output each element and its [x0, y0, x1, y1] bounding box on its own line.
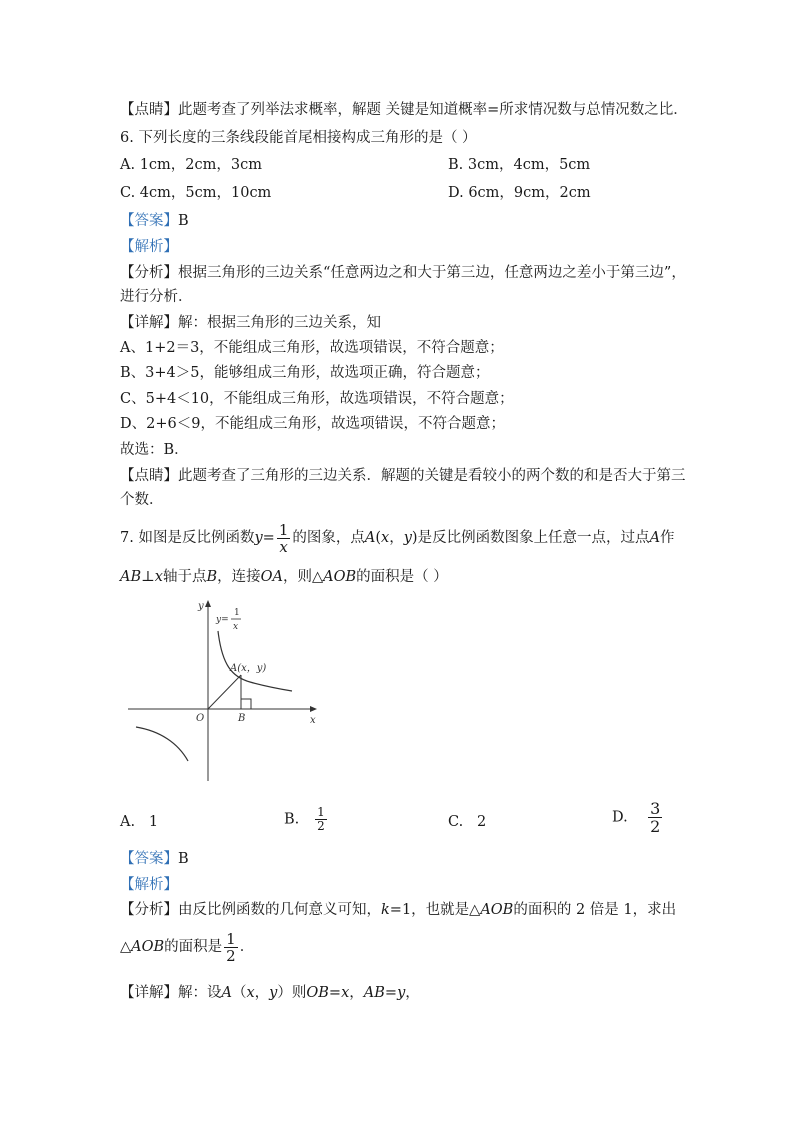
func-label-y: y=	[216, 615, 229, 625]
q7-option-d	[612, 800, 664, 835]
xiangjie-7-y: y	[269, 985, 278, 1001]
answer-value: B	[178, 213, 189, 229]
q6-option-b: B. 3cm，4cm，5cm	[448, 157, 591, 173]
answer-7-value: B	[178, 851, 189, 867]
xiangjie-7-a: 解：设	[178, 985, 222, 1001]
solution-c: C、5+4＜10，不能组成三角形，故选项错误，不符合题意；	[120, 391, 514, 407]
fenxi-7-line2	[120, 930, 254, 964]
fenxi-7-2a: △	[120, 939, 132, 955]
fenxi-7-line1	[120, 900, 676, 920]
xiangjie-7-A: A	[221, 985, 232, 1001]
fenxi-7-frac	[224, 931, 238, 964]
q7-opt-b-den: 2	[317, 819, 325, 833]
point-b-label: B	[238, 713, 246, 724]
solution-d: D、2+6＜9，不能组成三角形，故选项错误，不符合题意；	[120, 416, 505, 432]
fenxi-7-a: 由反比例函数的几何意义可知，	[178, 902, 381, 918]
dianjing-text: 此题考查了列举法求概率，解题 关键是知道概率=所求情况数与总情况数之比．	[178, 102, 688, 118]
q7-frac-num: 1	[278, 520, 289, 539]
xiangjie-tag: 【详解】	[120, 315, 178, 331]
xiangjie-7-AB: AB	[363, 985, 385, 1001]
q7-opt-c-value: 2	[477, 814, 487, 830]
xiangjie-7-tag: 【详解】	[120, 985, 178, 1001]
xiangjie-7-d: ）则	[277, 985, 307, 1001]
question-7-line1	[120, 521, 675, 555]
q7-fraction	[277, 522, 291, 555]
fenxi-7-c: 的面积的 2 倍是 1，求出	[513, 902, 677, 918]
x-axis-arrow	[310, 706, 317, 712]
func-label-den: x	[233, 622, 239, 632]
point-a-label: A(x，y)	[230, 663, 267, 674]
xiangjie-7	[120, 983, 420, 1003]
fenxi-7-2aob: AOB	[131, 939, 165, 955]
xiangjie-7-c: ，	[254, 985, 270, 1001]
q7-opt-d-den: 2	[650, 817, 661, 836]
fenxi-6-line1	[120, 263, 686, 283]
q7-perp: ⊥	[141, 569, 155, 585]
q7-opt-d-label: D.	[612, 809, 628, 826]
q7-text-d: )是反比例函数图象上任意一点，过点	[411, 530, 650, 546]
q7-text-b: 的图象，点	[292, 530, 365, 546]
x-axis-label: x	[310, 715, 316, 726]
q7-text-axis: 轴于点	[162, 569, 207, 585]
q7-text-area: 的面积是（ ）	[356, 569, 448, 585]
q6-option-d: D. 6cm，9cm，2cm	[448, 185, 591, 201]
analysis-7-tag: 【解析】	[120, 877, 178, 893]
xiangjie-7-x: x	[246, 985, 255, 1001]
origin-label: O	[196, 713, 205, 724]
fenxi-7-k: k	[381, 902, 390, 918]
question-6: 6. 下列长度的三条线段能首尾相接构成三角形的是（ ）	[120, 130, 477, 146]
q7-var-y2: y	[403, 530, 412, 546]
xiangjie-7-h: ，	[405, 985, 420, 1001]
answer-tag: 【答案】	[120, 213, 178, 229]
dianjing-prev	[120, 100, 688, 120]
q7-var-x: x	[381, 530, 390, 546]
q7-opt-d-frac	[648, 800, 662, 835]
function-figure	[120, 595, 330, 790]
hyperbola-branch-negative	[136, 727, 188, 761]
fenxi-7-den: 2	[226, 946, 236, 965]
q7-opt-b-num: 1	[317, 805, 325, 819]
hyperbola-branch-positive	[218, 631, 292, 691]
fenxi-7-num: 1	[226, 929, 236, 948]
y-axis-label: y	[198, 601, 204, 612]
dianjing-6-text: 此题考查了三角形的三边关系．解题的关键是看较小的两个数的和是否大于第三	[178, 468, 686, 484]
func-label-num: 1	[234, 608, 240, 618]
q7-var-y: y	[254, 530, 263, 546]
analysis-6-tag: 【解析】	[120, 239, 178, 255]
q7-point-a: A	[364, 530, 376, 546]
fenxi-7-tag: 【分析】	[120, 902, 178, 918]
q7-oa: OA	[260, 569, 283, 585]
q7-b: B	[206, 569, 218, 585]
y-axis-arrow	[205, 600, 211, 607]
q6-option-a: A. 1cm，2cm，3cm	[120, 157, 262, 173]
q7-option-b	[284, 806, 329, 833]
dianjing-6-tag: 【点睛】	[120, 468, 178, 484]
q7-option-c	[448, 812, 486, 832]
xiangjie-7-b: （	[231, 985, 247, 1001]
fenxi-text: 根据三角形的三边关系“任意两边之和大于第三边，任意两边之差小于第三边”，	[178, 265, 686, 281]
q7-text-e: 作	[660, 530, 675, 546]
choose-line: 故选：B．	[120, 442, 189, 458]
fenxi-7-aob: AOB	[480, 902, 514, 918]
dianjing-tag: 【点睛】	[120, 102, 178, 118]
xiangjie-7-y2: y	[397, 985, 406, 1001]
q7-opt-b-label: B.	[284, 811, 300, 828]
q7-ab: AB	[120, 569, 142, 585]
q7-opt-a-label: A.	[120, 814, 136, 830]
right-angle-mark	[241, 699, 251, 709]
q7-text-then: ，则△	[282, 569, 324, 585]
xiangjie-7-f: ，	[349, 985, 364, 1001]
fenxi-7-b: =1，也就是△	[389, 902, 481, 918]
xiangjie-text: 解：根据三角形的三边关系，知	[178, 315, 381, 331]
xiangjie-6	[120, 313, 381, 333]
question-7-line2	[120, 567, 448, 587]
fenxi-tag: 【分析】	[120, 265, 178, 281]
q7-text-connect: ，连接	[217, 569, 261, 585]
solution-b: B、3+4＞5，能够组成三角形，故选项正确，符合题意；	[120, 365, 490, 381]
q7-paren: (	[375, 530, 382, 546]
fenxi-6-line2: 进行分析．	[120, 289, 193, 305]
answer-7-tag: 【答案】	[120, 851, 178, 867]
q7-comma: ，	[389, 530, 404, 546]
q7-eq: =	[262, 530, 275, 546]
q7-opt-d-num: 3	[650, 799, 661, 818]
answer-7	[120, 849, 189, 869]
q7-frac-den: x	[279, 537, 288, 556]
q7-opt-c-label: C.	[448, 814, 464, 830]
fenxi-7-2b: 的面积是	[164, 939, 223, 955]
segment-oa	[208, 675, 241, 709]
q7-opt-b-frac	[315, 806, 327, 833]
answer-6	[120, 211, 189, 231]
q7-aob: AOB	[323, 569, 357, 585]
q7-text-a: 7. 如图是反比例函数	[120, 530, 255, 546]
q6-option-c: C. 4cm，5cm，10cm	[120, 185, 272, 201]
q7-option-a	[120, 812, 158, 832]
xiangjie-7-e: =	[328, 985, 342, 1001]
xiangjie-7-OB: OB	[306, 985, 329, 1001]
q7-point-a2: A	[649, 530, 661, 546]
fenxi-7-2c: ．	[239, 939, 255, 955]
q7-opt-a-value: 1	[148, 814, 159, 830]
q7-x: x	[154, 569, 163, 585]
dianjing-6-line1	[120, 466, 686, 486]
xiangjie-7-x2: x	[341, 985, 350, 1001]
xiangjie-7-g: =	[384, 985, 398, 1001]
dianjing-6-line2: 个数．	[120, 492, 164, 508]
solution-a: A、1+2＝3，不能组成三角形，故选项错误，不符合题意；	[120, 340, 504, 356]
